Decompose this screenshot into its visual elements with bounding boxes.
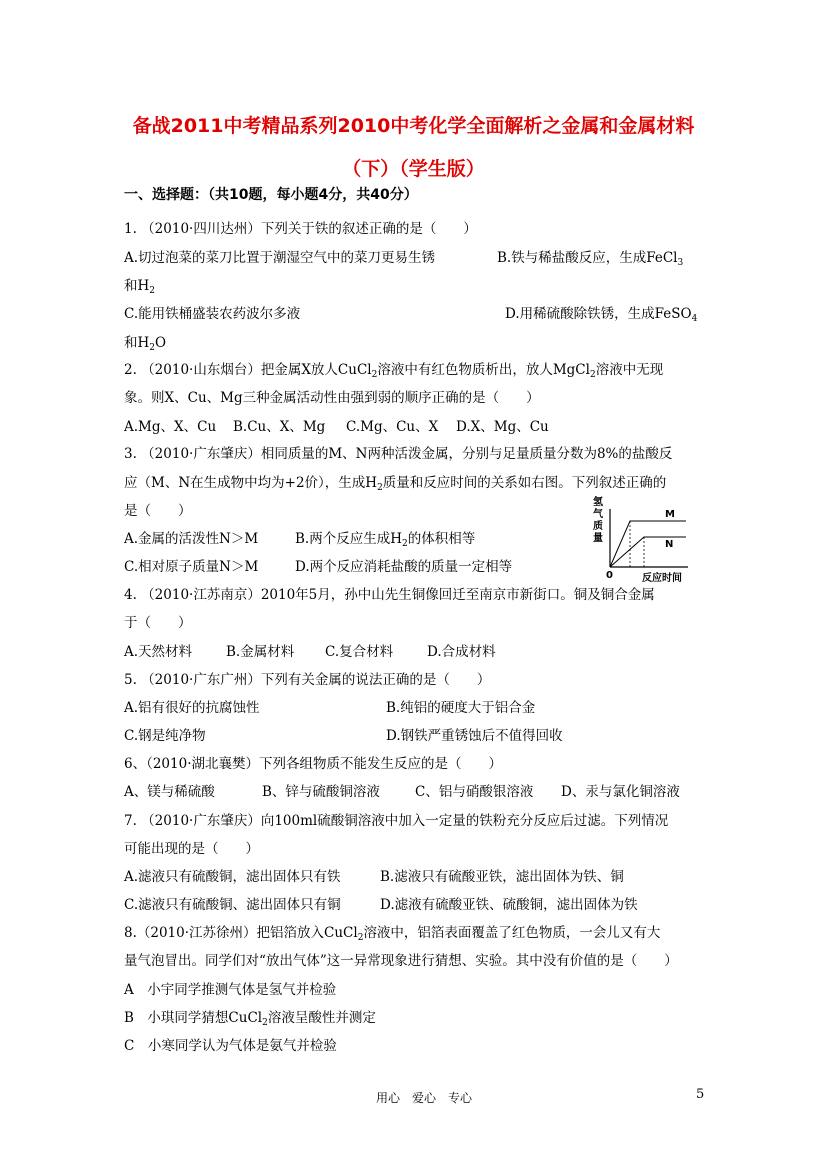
question-7-option-b: B.滤液只有硫酸亚铁，滤出固体为铁、铜 <box>380 869 624 885</box>
question-4-option-c: C.复合材料 <box>325 644 394 660</box>
question-4-line1: 4. （2010·江苏南京）2010年5月，孙中山先生铜像回迁至南京市新街口。铜及铜合金属 <box>124 587 655 603</box>
chart-line-m <box>610 521 686 567</box>
question-5-option-a: A.铝有很好的抗腐蚀性 <box>124 700 260 716</box>
question-7-line1: 7. （2010·广东肇庆）向100ml硫酸铜溶液中加入一定量的铁粉充分反应后过滤。下列情况 <box>124 813 669 829</box>
question-3-option-c: C.相对原子质量N＞M <box>124 559 259 575</box>
question-1-option-b: B.铁与稀盐酸反应，生成FeCl$_3$ <box>497 250 684 268</box>
question-7-option-c: C.滤液只有硫酸铜、滤出固体只有铜 <box>124 897 341 913</box>
question-8-line2: 量气泡冒出。同学们对“放出气体”这一异常现象进行猜想、实验。其中没有价值的是（ ） <box>124 953 678 969</box>
question-3-line2: 应（M、N在生成物中均为+2价），生成$H_2$质量和反应时间的关系如右图。下列叙述正确的 <box>124 475 667 493</box>
chart-ylabel-3: 质 <box>593 521 603 532</box>
question-7-option-a: A.滤液只有硫酸铜，滤出固体只有铁 <box>124 869 341 885</box>
question-2-option-a: A.Mg、X、Cu <box>124 419 217 435</box>
question-5-option-d: D.钢铁严重锈蚀后不值得回收 <box>386 728 563 744</box>
question-3-option-b: B.两个反应生成$H_2$的体积相等 <box>295 531 476 549</box>
question-6-option-c: C、铝与硝酸银溶液 <box>415 784 534 800</box>
question-6-option-b: B、锌与硫酸铜溶液 <box>262 784 380 800</box>
question-1-stem: 1. （2010·四川达州）下列关于铁的叙述正确的是（ ） <box>124 221 477 237</box>
question-2-line1: 2. （2010·山东烟台）把金属X放人CuCl$_2$溶液中有红色物质析出，放人MgCl$_2$溶液中无现 <box>124 362 664 380</box>
question-1-option-d: D.用稀硫酸除铁锈，生成FeSO$_4$ <box>505 306 698 324</box>
question-6-option-a: A、镁与稀硫酸 <box>124 784 215 800</box>
question-5-option-b: B.纯铝的硬度大于铝合金 <box>386 700 536 716</box>
question-2-line2: 象。则X、Cu、Mg三种金属活动性由强到弱的顺序正确的是（ ） <box>124 390 540 406</box>
chart-ylabel-2: 气 <box>593 509 603 520</box>
question-3-line3: 是（ ） <box>124 503 192 519</box>
page-number: 5 <box>696 1087 705 1102</box>
question-3-line1: 3. （2010·广东肇庆）相同质量的M、N两种活泼金属，分别与足量质量分数为8%的盐酸反 <box>124 446 673 462</box>
question-4-option-b: B.金属材料 <box>226 644 295 660</box>
question-4-option-a: A.天然材料 <box>124 644 193 660</box>
question-6-option-d: D、汞与氯化铜溶液 <box>561 784 680 800</box>
question-8-option-a: A 小宇同学推测气体是氢气并检验 <box>124 982 337 998</box>
question-5-stem: 5. （2010·广东广州）下列有关金属的说法正确的是（ ） <box>124 672 491 688</box>
chart-ylabel-4: 量 <box>593 533 603 544</box>
question-5-option-c: C.钢是纯净物 <box>124 728 206 744</box>
question-7-line2: 可能出现的是（ ） <box>124 841 259 857</box>
document-title-line2: （下）（学生版） <box>342 158 485 180</box>
page-footer: 用心 爱心 专心 <box>376 1091 473 1105</box>
question-1-option-d-cont: 和$H_2O$ <box>124 335 167 353</box>
question-1-option-a: A.切过泡菜的菜刀比置于潮湿空气中的菜刀更易生锈 <box>124 250 436 266</box>
question-7-option-d: D.滤液有硫酸亚铁、硫酸铜，滤出固体为铁 <box>380 897 638 913</box>
chart-label-n: N <box>665 539 674 550</box>
question-1-option-c: C.能用铁桶盛装农药波尔多液 <box>124 306 301 322</box>
question-2-option-d: D.X、Mg、Cu <box>456 419 549 435</box>
question-3-option-a: A.金属的活泼性N＞M <box>124 531 259 547</box>
chart-origin: 0 <box>606 570 613 581</box>
question-8-option-c: C 小寒同学认为气体是氨气并检验 <box>124 1038 337 1054</box>
chart-ylabel-1: 氢 <box>593 497 603 508</box>
question-1-option-b-cont: 和$H_2$ <box>124 278 156 296</box>
question-2-option-b: B.Cu、X、Mg <box>233 419 326 435</box>
question-4-option-d: D.合成材料 <box>427 644 496 660</box>
question-8-option-b: B 小琪同学猜想CuCl$_2$溶液呈酸性并测定 <box>124 1010 376 1028</box>
reaction-chart <box>592 495 692 585</box>
question-2-option-c: C.Mg、Cu、X <box>346 419 439 435</box>
document-title-line1: 备战2011中考精品系列2010中考化学全面解析之金属和金属材料 <box>132 115 695 137</box>
question-8-line1: 8.（2010·江苏徐州）把铝箔放入CuCl$_2$溶液中，铝箔表面覆盖了红色物质，一会儿又有大 <box>124 925 661 943</box>
question-6-stem: 6、（2010·湖北襄樊）下列各组物质不能发生反应的是（ ） <box>124 756 502 772</box>
section-heading: 一、选择题：（共10题，每小题4分，共40分） <box>124 187 418 203</box>
question-3-option-d: D.两个反应消耗盐酸的质量一定相等 <box>295 559 513 575</box>
chart-label-m: M <box>665 509 675 520</box>
chart-xlabel: 反应时间 <box>642 573 682 584</box>
question-4-line2: 于（ ） <box>124 615 192 631</box>
